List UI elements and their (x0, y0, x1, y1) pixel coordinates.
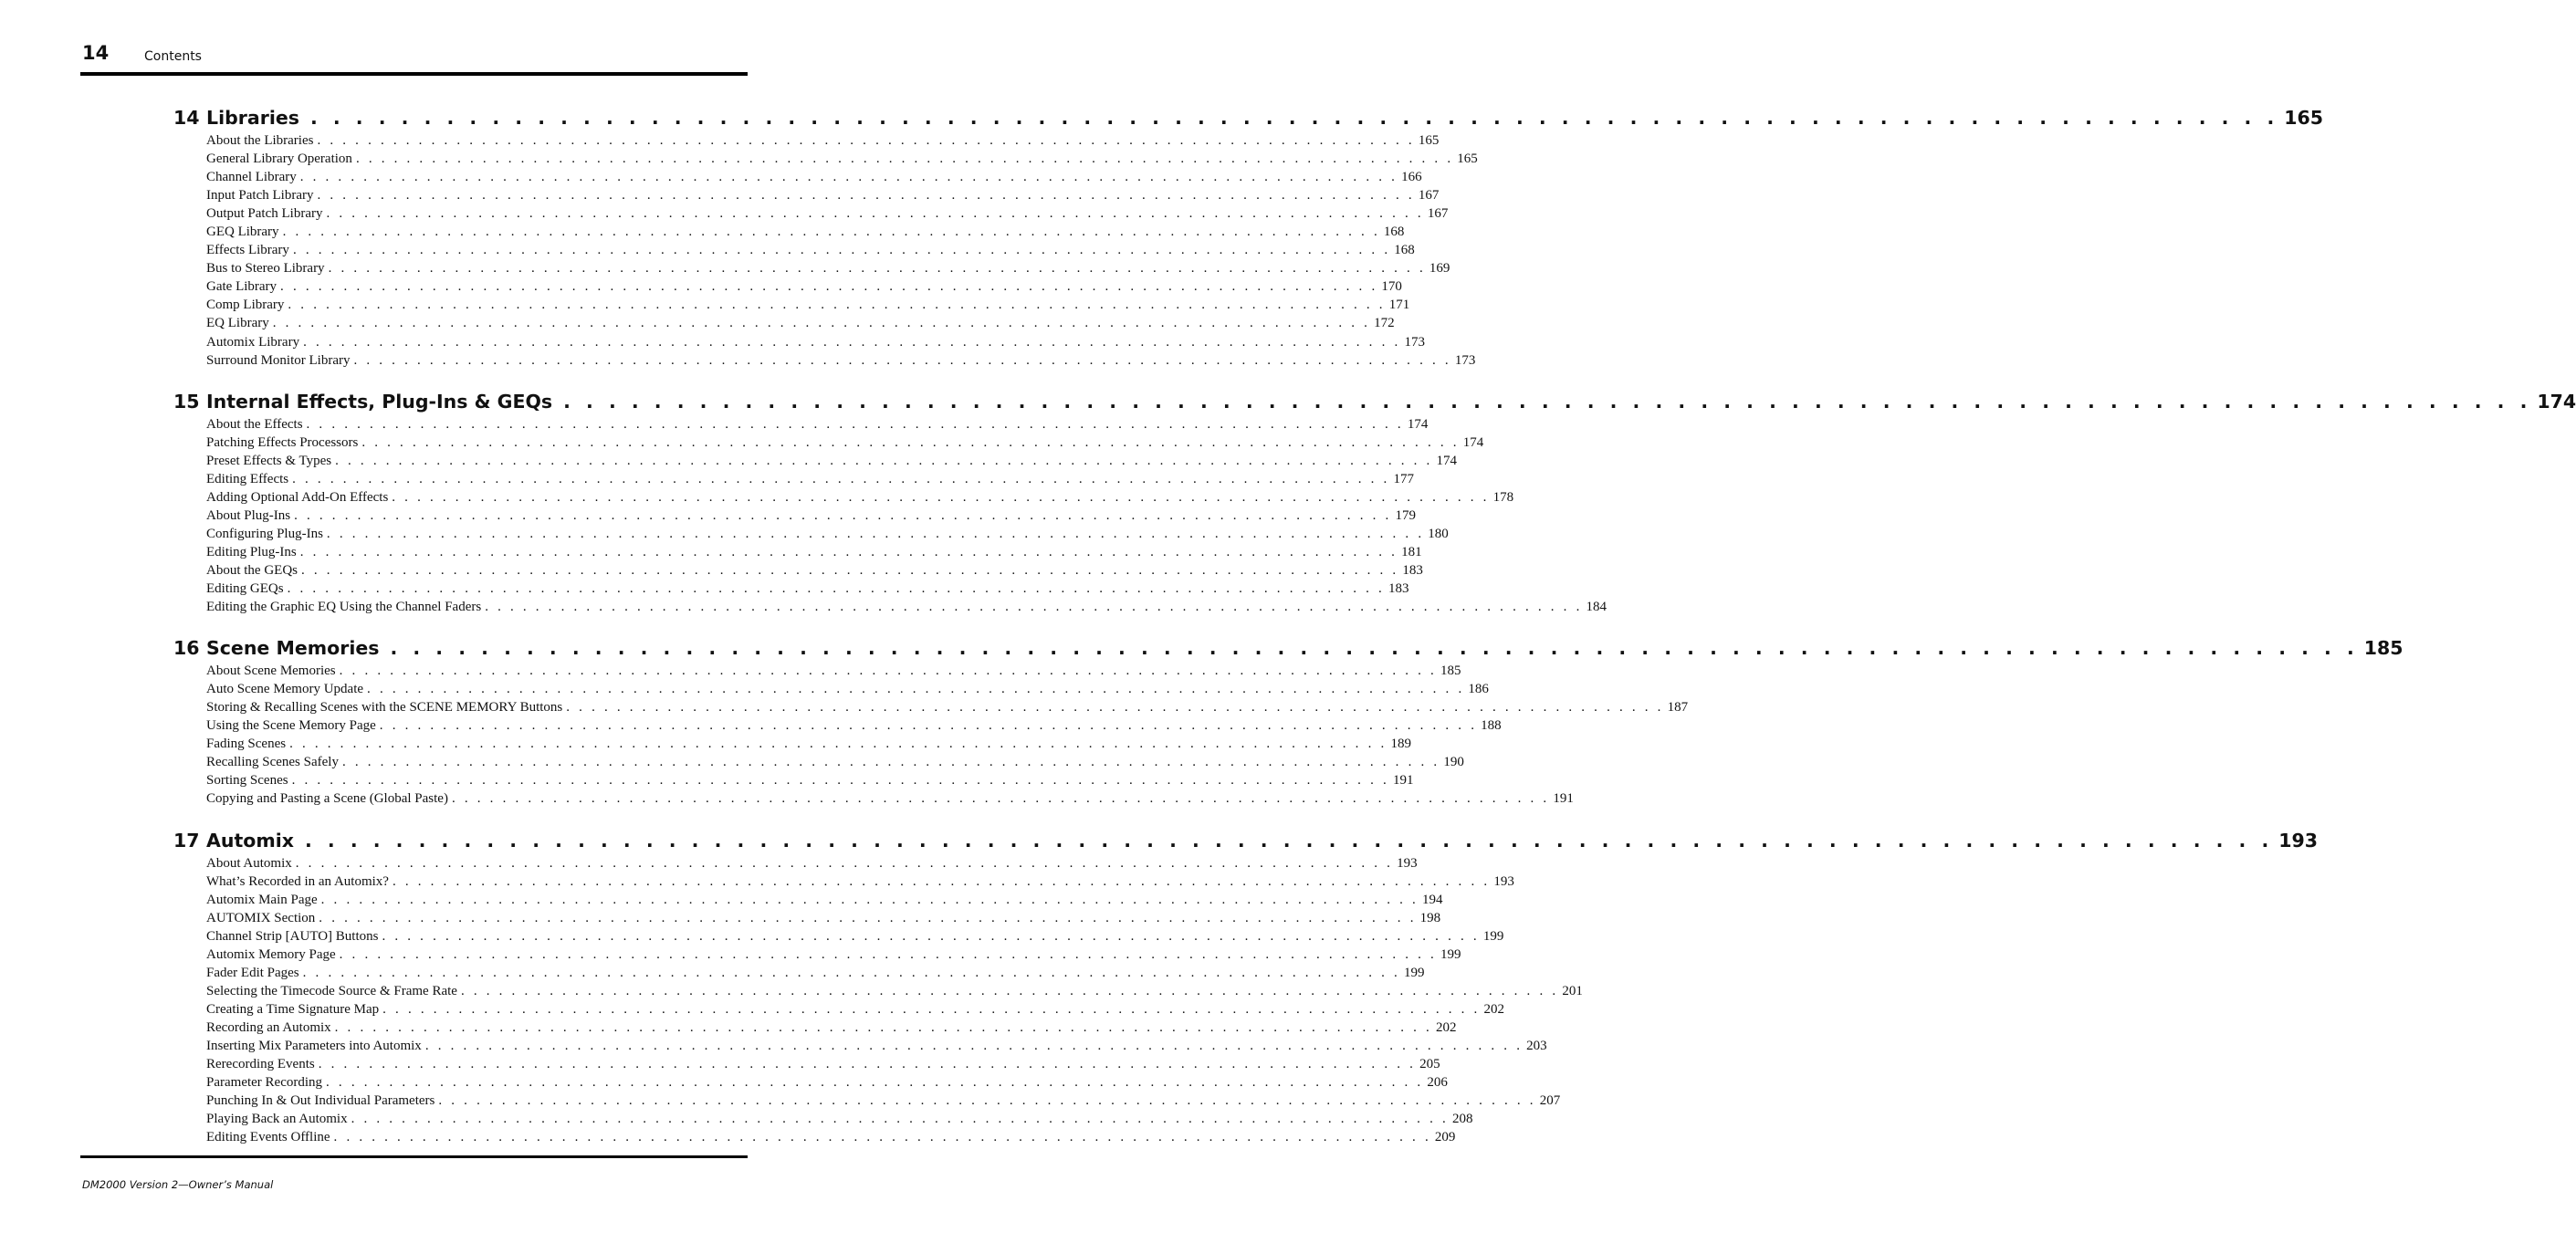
chapter-section (173, 104, 2324, 370)
chapter-page-number: 193 (2278, 829, 2319, 852)
footer-rule (80, 1155, 748, 1158)
entry-title: AUTOMIX Section (206, 910, 316, 925)
toc-entry[interactable] (206, 753, 1464, 771)
toc-entry[interactable] (206, 982, 1583, 1000)
entry-title: Playing Back an Automix (206, 1112, 348, 1127)
entry-page-number: 199 (1440, 946, 1461, 962)
entry-page-number: 185 (1440, 664, 1461, 679)
toc-entry[interactable] (206, 186, 1440, 204)
toc-entry[interactable] (206, 452, 1457, 470)
entry-page-number: 187 (1667, 700, 1689, 716)
dot-leader: . . . . . . . . . . . . . . . . . . . . . . . . . . . . . . . . . . . . . . . . . . . . . . . . . . . . . . . . . . . . . . . . . . . . . . . . . . . . . . . . . . . . . . . (438, 1093, 1536, 1109)
toc-entry[interactable] (206, 277, 1402, 296)
dot-leader: . . . . . . . . . . . . . . . . . . . . . . . . . . . . . . . . . . . . . . . . . . . . . . . . . . . . . . . . . . . . . . . . . . . . . . . . . . . . . . . . . . . . . . . (353, 352, 1451, 368)
toc-entry[interactable] (206, 1110, 1473, 1128)
entry-page-number: 173 (1404, 334, 1425, 350)
toc-entry[interactable] (206, 543, 1422, 561)
chapter-page-number: 185 (2363, 637, 2403, 660)
chapter-number: 14 (173, 107, 200, 129)
entry-page-number: 193 (1397, 855, 1418, 871)
toc-entry[interactable] (206, 131, 1440, 150)
entry-page-number: 207 (1539, 1093, 1561, 1109)
entry-page-number: 193 (1493, 873, 1514, 889)
chapter-gap (173, 370, 727, 388)
entry-page-number: 171 (1388, 298, 1410, 313)
dot-leader: . . . . . . . . . . . . . . . . . . . . . . . . . . . . . . . . . . . . . . . . . . . . . . . . . . . . . . . . . . . . . . . . . . . . . . . . . . . . . . . . . . . . . . . (390, 637, 2359, 660)
dot-leader: . . . . . . . . . . . . . . . . . . . . . . . . . . . . . . . . . . . . . . . . . . . . . . . . . . . . . . . . . . . . . . . . . . . . . . . . . . . . . . . . . . . . . . . (382, 928, 1480, 944)
entry-title: Parameter Recording (206, 1075, 323, 1091)
dot-leader: . . . . . . . . . . . . . . . . . . . . . . . . . . . . . . . . . . . . . . . . . . . . . . . . . . . . . . . . . . . . . . . . . . . . . . . . . . . . . . . . . . . . . . . (294, 507, 1392, 523)
chapter-number: 17 (173, 829, 200, 852)
section-name: Contents (144, 49, 202, 64)
dot-leader: . . . . . . . . . . . . . . . . . . . . . . . . . . . . . . . . . . . . . . . . . . . . . . . . . . . . . . . . . . . . . . . . . . . . . . . . . . . . . . . . . . . . . . . (333, 1130, 1431, 1145)
toc-entry[interactable] (206, 561, 1423, 580)
toc-entry[interactable] (206, 204, 1449, 223)
entry-title: What’s Recorded in an Automix? (206, 873, 389, 889)
dot-leader: . . . . . . . . . . . . . . . . . . . . . . . . . . . . . . . . . . . . . . . . . . . . . . . . . . . . . . . . . . . . . . . . . . . . . . . . . . . . . . . . . . . . . . . (339, 946, 1438, 962)
dot-leader: . . . . . . . . . . . . . . . . . . . . . . . . . . . . . . . . . . . . . . . . . . . . . . . . . . . . . . . . . . . . . . . . . . . . . . . . . . . . . . . . . . . . . . . (341, 755, 1440, 770)
entry-page-number: 191 (1392, 773, 1414, 789)
entry-title: Fader Edit Pages (206, 965, 299, 980)
entry-page-number: 179 (1395, 507, 1416, 523)
entry-page-number: 165 (1457, 152, 1478, 167)
entry-list (206, 854, 1583, 1147)
toc-entry[interactable] (206, 927, 1504, 946)
entry-title: Channel Library (206, 170, 297, 185)
entry-title: About the Effects (206, 416, 303, 432)
dot-leader: . . . . . . . . . . . . . . . . . . . . . . . . . . . . . . . . . . . . . . . . . . . . . . . . . . . . . . . . . . . . . . . . . . . . . . . . . . . . . . . . . . . . . . . (309, 107, 2279, 129)
chapter-heading[interactable] (173, 388, 2576, 415)
toc-entry[interactable] (206, 241, 1415, 259)
table-of-contents (173, 104, 2576, 1146)
entry-title: Editing Effects (206, 471, 289, 486)
entry-title: Automix Memory Page (206, 946, 336, 962)
dot-leader: . . . . . . . . . . . . . . . . . . . . . . . . . . . . . . . . . . . . . . . . . . . . . . . . . . . . . . . . . . . . . . . . . . . . . . . . . . . . . . . . . . . . . . . (287, 581, 1385, 597)
toc-entry[interactable] (206, 259, 1450, 277)
toc-entry[interactable] (206, 789, 1574, 808)
toc-entry[interactable] (206, 873, 1514, 891)
entry-title: Editing the Graphic EQ Using the Channel Faders (206, 600, 482, 615)
entry-title: Punching In & Out Individual Parameters (206, 1093, 435, 1109)
entry-page-number: 168 (1383, 225, 1405, 240)
toc-entry[interactable] (206, 662, 1461, 680)
toc-entry[interactable] (206, 150, 1478, 168)
dot-leader: . . . . . . . . . . . . . . . . . . . . . . . . . . . . . . . . . . . . . . . . . . . . . . . . . . . . . . . . . . . . . . . . . . . . . . . . . . . . . . . . . . . . . . . (303, 334, 1401, 350)
entry-page-number: 174 (1462, 434, 1484, 450)
chapter-title: Automix (206, 829, 294, 852)
entry-title: Surround Monitor Library (206, 352, 351, 368)
toc-entry[interactable] (206, 525, 1449, 543)
entry-title: Using the Scene Memory Page (206, 718, 376, 734)
entry-page-number: 167 (1427, 206, 1449, 222)
page-header (80, 42, 748, 69)
dot-leader: . . . . . . . . . . . . . . . . . . . . . . . . . . . . . . . . . . . . . . . . . . . . . . . . . . . . . . . . . . . . . . . . . . . . . . . . . . . . . . . . . . . . . . . (295, 855, 1394, 871)
entry-page-number: 202 (1436, 1019, 1457, 1035)
entry-page-number: 199 (1482, 928, 1504, 944)
chapter-section (173, 388, 2576, 617)
entry-page-number: 180 (1428, 526, 1449, 541)
entry-page-number: 178 (1492, 489, 1514, 505)
entry-page-number: 173 (1454, 352, 1476, 368)
entry-title: Channel Strip [AUTO] Buttons (206, 928, 379, 944)
entry-page-number: 186 (1468, 682, 1489, 697)
chapter-heading[interactable] (173, 827, 2319, 854)
dot-leader: . . . . . . . . . . . . . . . . . . . . . . . . . . . . . . . . . . . . . . . . . . . . . . . . . . . . . . . . . . . . . . . . . . . . . . . . . . . . . . . . . . . . . . . (304, 829, 2274, 852)
dot-leader: . . . . . . . . . . . . . . . . . . . . . . . . . . . . . . . . . . . . . . . . . . . . . . . . . . . . . . . . . . . . . . . . . . . . . . . . . . . . . . . . . . . . . . . (326, 206, 1424, 222)
entry-title: Editing Events Offline (206, 1130, 330, 1145)
chapter-page-number: 165 (2284, 107, 2324, 129)
dot-leader: . . . . . . . . . . . . . . . . . . . . . . . . . . . . . . . . . . . . . . . . . . . . . . . . . . . . . . . . . . . . . . . . . . . . . . . . . . . . . . . . . . . . . . . (280, 279, 1378, 295)
header-rule (80, 72, 748, 76)
entry-page-number: 206 (1427, 1075, 1448, 1091)
entry-page-number: 183 (1402, 562, 1423, 578)
entry-page-number: 190 (1443, 755, 1464, 770)
dot-leader: . . . . . . . . . . . . . . . . . . . . . . . . . . . . . . . . . . . . . . . . . . . . . . . . . . . . . . . . . . . . . . . . . . . . . . . . . . . . . . . . . . . . . . . (289, 737, 1387, 752)
entry-title: Adding Optional Add-On Effects (206, 489, 389, 505)
entry-title: About the GEQs (206, 562, 298, 578)
dot-leader: . . . . . . . . . . . . . . . . . . . . . . . . . . . . . . . . . . . . . . . . . . . . . . . . . . . . . . . . . . . . . . . . . . . . . . . . . . . . . . . . . . . . . . . (291, 773, 1389, 789)
toc-entry[interactable] (206, 507, 1416, 525)
entry-title: Automix Library (206, 334, 300, 350)
entry-title: Editing Plug-Ins (206, 544, 297, 559)
entry-page-number: 167 (1418, 188, 1440, 204)
entry-title: Recording an Automix (206, 1019, 331, 1035)
toc-entry[interactable] (206, 771, 1414, 789)
entry-page-number: 184 (1586, 600, 1607, 615)
entry-title: Input Patch Library (206, 188, 314, 204)
entry-title: Output Patch Library (206, 206, 323, 222)
entry-title: General Library Operation (206, 152, 352, 167)
entry-title: Patching Effects Processors (206, 434, 359, 450)
entry-page-number: 208 (1451, 1112, 1473, 1127)
chapter-number: 16 (173, 637, 200, 660)
entry-page-number: 188 (1481, 718, 1502, 734)
entry-title: Inserting Mix Parameters into Automix (206, 1038, 422, 1053)
chapter-title: Libraries (206, 107, 299, 129)
chapter-heading[interactable] (173, 104, 2324, 131)
entry-list (206, 131, 1478, 370)
entry-title: About the Libraries (206, 133, 314, 148)
entry-page-number: 174 (1407, 416, 1429, 432)
toc-entry[interactable] (206, 488, 1514, 507)
dot-leader: . . . . . . . . . . . . . . . . . . . . . . . . . . . . . . . . . . . . . . . . . . . . . . . . . . . . . . . . . . . . . . . . . . . . . . . . . . . . . . . . . . . . . . . (320, 892, 1419, 907)
dot-leader: . . . . . . . . . . . . . . . . . . . . . . . . . . . . . . . . . . . . . . . . . . . . . . . . . . . . . . . . . . . . . . . . . . . . . . . . . . . . . . . . . . . . . . . (566, 700, 1664, 716)
toc-entry[interactable] (206, 1000, 1505, 1019)
dot-leader: . . . . . . . . . . . . . . . . . . . . . . . . . . . . . . . . . . . . . . . . . . . . . . . . . . . . . . . . . . . . . . . . . . . . . . . . . . . . . . . . . . . . . . . (351, 1112, 1449, 1127)
toc-entry[interactable] (206, 946, 1461, 964)
dot-leader: . . . . . . . . . . . . . . . . . . . . . . . . . . . . . . . . . . . . . . . . . . . . . . . . . . . . . . . . . . . . . . . . . . . . . . . . . . . . . . . . . . . . . . . (318, 1057, 1417, 1072)
dot-leader: . . . . . . . . . . . . . . . . . . . . . . . . . . . . . . . . . . . . . . . . . . . . . . . . . . . . . . . . . . . . . . . . . . . . . . . . . . . . . . . . . . . . . . . (335, 453, 1433, 468)
toc-entry[interactable] (206, 314, 1395, 332)
toc-entry[interactable] (206, 168, 1422, 186)
dot-leader: . . . . . . . . . . . . . . . . . . . . . . . . . . . . . . . . . . . . . . . . . . . . . . . . . . . . . . . . . . . . . . . . . . . . . . . . . . . . . . . . . . . . . . . (361, 434, 1460, 450)
entry-title: Preset Effects & Types (206, 453, 332, 468)
entry-list (206, 415, 1607, 617)
dot-leader: . . . . . . . . . . . . . . . . . . . . . . . . . . . . . . . . . . . . . . . . . . . . . . . . . . . . . . . . . . . . . . . . . . . . . . . . . . . . . . . . . . . . . . . (301, 562, 1399, 578)
entry-page-number: 177 (1393, 471, 1414, 486)
toc-entry[interactable] (206, 1055, 1440, 1073)
toc-entry[interactable] (206, 698, 1689, 716)
chapter-section (173, 634, 2403, 808)
entry-page-number: 191 (1553, 791, 1574, 807)
entry-page-number: 170 (1381, 279, 1402, 295)
toc-entry[interactable] (206, 680, 1489, 698)
toc-entry[interactable] (206, 1073, 1448, 1092)
dot-leader: . . . . . . . . . . . . . . . . . . . . . . . . . . . . . . . . . . . . . . . . . . . . . . . . . . . . . . . . . . . . . . . . . . . . . . . . . . . . . . . . . . . . . . . (392, 489, 1490, 505)
toc-entry[interactable] (206, 434, 1484, 452)
dot-leader: . . . . . . . . . . . . . . . . . . . . . . . . . . . . . . . . . . . . . . . . . . . . . . . . . . . . . . . . . . . . . . . . . . . . . . . . . . . . . . . . . . . . . . . (326, 1075, 1424, 1091)
dot-leader: . . . . . . . . . . . . . . . . . . . . . . . . . . . . . . . . . . . . . . . . . . . . . . . . . . . . . . . . . . . . . . . . . . . . . . . . . . . . . . . . . . . . . . . (424, 1038, 1524, 1053)
toc-entry[interactable] (206, 964, 1425, 982)
dot-leader: . . . . . . . . . . . . . . . . . . . . . . . . . . . . . . . . . . . . . . . . . . . . . . . . . . . . . . . . . . . . . . . . . . . . . . . . . . . . . . . . . . . . . . . (451, 791, 1550, 807)
entry-page-number: 168 (1394, 243, 1415, 258)
toc-entry[interactable] (206, 598, 1607, 616)
dot-leader: . . . . . . . . . . . . . . . . . . . . . . . . . . . . . . . . . . . . . . . . . . . . . . . . . . . . . . . . . . . . . . . . . . . . . . . . . . . . . . . . . . . . . . . (292, 243, 1391, 258)
entry-page-number: 189 (1390, 737, 1411, 752)
entry-title: Selecting the Timecode Source & Frame Rate (206, 983, 457, 998)
dot-leader: . . . . . . . . . . . . . . . . . . . . . . . . . . . . . . . . . . . . . . . . . . . . . . . . . . . . . . . . . . . . . . . . . . . . . . . . . . . . . . . . . . . . . . . (485, 600, 1583, 615)
entry-title: EQ Library (206, 316, 269, 331)
entry-page-number: 201 (1562, 983, 1583, 998)
toc-entry[interactable] (206, 735, 1411, 753)
entry-page-number: 165 (1418, 133, 1440, 148)
dot-leader: . . . . . . . . . . . . . . . . . . . . . . . . . . . . . . . . . . . . . . . . . . . . . . . . . . . . . . . . . . . . . . . . . . . . . . . . . . . . . . . . . . . . . . . (319, 910, 1417, 925)
toc-entry[interactable] (206, 1019, 1457, 1037)
dot-leader: . . . . . . . . . . . . . . . . . . . . . . . . . . . . . . . . . . . . . . . . . . . . . . . . . . . . . . . . . . . . . . . . . . . . . . . . . . . . . . . . . . . . . . . (367, 682, 1465, 697)
dot-leader: . . . . . . . . . . . . . . . . . . . . . . . . . . . . . . . . . . . . . . . . . . . . . . . . . . . . . . . . . . . . . . . . . . . . . . . . . . . . . . . . . . . . . . . (563, 390, 2532, 413)
footer-text: DM2000 Version 2—Owner’s Manual (82, 1178, 274, 1191)
entry-title: About Automix (206, 855, 292, 871)
entry-title: Copying and Pasting a Scene (Global Paste) (206, 791, 448, 807)
toc-entry[interactable] (206, 223, 1405, 241)
dot-leader: . . . . . . . . . . . . . . . . . . . . . . . . . . . . . . . . . . . . . . . . . . . . . . . . . . . . . . . . . . . . . . . . . . . . . . . . . . . . . . . . . . . . . . . (328, 261, 1426, 277)
toc-entry[interactable] (206, 716, 1502, 735)
toc-entry[interactable] (206, 415, 1429, 434)
entry-page-number: 209 (1434, 1130, 1456, 1145)
dot-leader: . . . . . . . . . . . . . . . . . . . . . . . . . . . . . . . . . . . . . . . . . . . . . . . . . . . . . . . . . . . . . . . . . . . . . . . . . . . . . . . . . . . . . . . (460, 983, 1559, 998)
toc-entry[interactable] (206, 854, 1418, 873)
dot-leader: . . . . . . . . . . . . . . . . . . . . . . . . . . . . . . . . . . . . . . . . . . . . . . . . . . . . . . . . . . . . . . . . . . . . . . . . . . . . . . . . . . . . . . . (299, 544, 1398, 559)
dot-leader: . . . . . . . . . . . . . . . . . . . . . . . . . . . . . . . . . . . . . . . . . . . . . . . . . . . . . . . . . . . . . . . . . . . . . . . . . . . . . . . . . . . . . . . (382, 1001, 1481, 1017)
dot-leader: . . . . . . . . . . . . . . . . . . . . . . . . . . . . . . . . . . . . . . . . . . . . . . . . . . . . . . . . . . . . . . . . . . . . . . . . . . . . . . . . . . . . . . . (334, 1019, 1433, 1035)
page-number: 14 (82, 42, 110, 64)
entry-page-number: 199 (1404, 965, 1425, 980)
entry-title: GEQ Library (206, 225, 279, 240)
entry-title: Configuring Plug-Ins (206, 526, 323, 541)
toc-entry[interactable] (206, 333, 1425, 351)
entry-title: Comp Library (206, 298, 285, 313)
dot-leader: . . . . . . . . . . . . . . . . . . . . . . . . . . . . . . . . . . . . . . . . . . . . . . . . . . . . . . . . . . . . . . . . . . . . . . . . . . . . . . . . . . . . . . . (282, 225, 1380, 240)
entry-page-number: 205 (1419, 1057, 1440, 1072)
dot-leader: . . . . . . . . . . . . . . . . . . . . . . . . . . . . . . . . . . . . . . . . . . . . . . . . . . . . . . . . . . . . . . . . . . . . . . . . . . . . . . . . . . . . . . . (339, 664, 1437, 679)
entry-page-number: 174 (1436, 453, 1457, 468)
entry-title: Recalling Scenes Safely (206, 755, 339, 770)
entry-title: Storing & Recalling Scenes with the SCENE MEMORY Buttons (206, 700, 563, 716)
toc-entry[interactable] (206, 351, 1476, 370)
dot-leader: . . . . . . . . . . . . . . . . . . . . . . . . . . . . . . . . . . . . . . . . . . . . . . . . . . . . . . . . . . . . . . . . . . . . . . . . . . . . . . . . . . . . . . . (292, 471, 1390, 486)
entry-page-number: 198 (1419, 910, 1441, 925)
dot-leader: . . . . . . . . . . . . . . . . . . . . . . . . . . . . . . . . . . . . . . . . . . . . . . . . . . . . . . . . . . . . . . . . . . . . . . . . . . . . . . . . . . . . . . . (392, 873, 1491, 889)
chapter-heading[interactable] (173, 634, 2403, 662)
chapter-title: Scene Memories (206, 637, 380, 660)
entry-title: Automix Main Page (206, 892, 318, 907)
dot-leader: . . . . . . . . . . . . . . . . . . . . . . . . . . . . . . . . . . . . . . . . . . . . . . . . . . . . . . . . . . . . . . . . . . . . . . . . . . . . . . . . . . . . . . . (379, 718, 1478, 734)
dot-leader: . . . . . . . . . . . . . . . . . . . . . . . . . . . . . . . . . . . . . . . . . . . . . . . . . . . . . . . . . . . . . . . . . . . . . . . . . . . . . . . . . . . . . . . (326, 526, 1425, 541)
entry-page-number: 166 (1401, 170, 1422, 185)
chapter-title: Internal Effects, Plug-Ins & GEQs (206, 390, 553, 413)
entry-title: About Scene Memories (206, 664, 336, 679)
dot-leader: . . . . . . . . . . . . . . . . . . . . . . . . . . . . . . . . . . . . . . . . . . . . . . . . . . . . . . . . . . . . . . . . . . . . . . . . . . . . . . . . . . . . . . . (355, 152, 1454, 167)
dot-leader: . . . . . . . . . . . . . . . . . . . . . . . . . . . . . . . . . . . . . . . . . . . . . . . . . . . . . . . . . . . . . . . . . . . . . . . . . . . . . . . . . . . . . . . (302, 965, 1401, 980)
entry-page-number: 202 (1483, 1001, 1505, 1017)
entry-page-number: 169 (1429, 261, 1450, 277)
entry-title: About Plug-Ins (206, 507, 291, 523)
chapter-gap (173, 616, 727, 634)
toc-entry[interactable] (206, 296, 1410, 314)
toc-entry[interactable] (206, 580, 1409, 598)
entry-title: Bus to Stereo Library (206, 261, 325, 277)
entry-title: Editing GEQs (206, 581, 284, 597)
toc-entry[interactable] (206, 891, 1443, 909)
dot-leader: . . . . . . . . . . . . . . . . . . . . . . . . . . . . . . . . . . . . . . . . . . . . . . . . . . . . . . . . . . . . . . . . . . . . . . . . . . . . . . . . . . . . . . . (299, 170, 1398, 185)
entry-page-number: 194 (1422, 892, 1443, 907)
entry-title: Creating a Time Signature Map (206, 1001, 380, 1017)
entry-page-number: 181 (1401, 544, 1422, 559)
toc-entry[interactable] (206, 909, 1441, 927)
chapter-number: 15 (173, 390, 200, 413)
chapter-section (173, 827, 2319, 1147)
entry-title: Rerecording Events (206, 1057, 315, 1072)
entry-page-number: 172 (1374, 316, 1395, 331)
dot-leader: . . . . . . . . . . . . . . . . . . . . . . . . . . . . . . . . . . . . . . . . . . . . . . . . . . . . . . . . . . . . . . . . . . . . . . . . . . . . . . . . . . . . . . . (272, 316, 1371, 331)
chapter-gap (173, 809, 727, 827)
toc-entry[interactable] (206, 1037, 1547, 1055)
dot-leader: . . . . . . . . . . . . . . . . . . . . . . . . . . . . . . . . . . . . . . . . . . . . . . . . . . . . . . . . . . . . . . . . . . . . . . . . . . . . . . . . . . . . . . . (317, 133, 1415, 148)
entry-title: Sorting Scenes (206, 773, 288, 789)
entry-title: Gate Library (206, 279, 277, 295)
entry-page-number: 183 (1387, 581, 1409, 597)
entry-list (206, 662, 1689, 808)
chapter-page-number: 174 (2537, 390, 2576, 413)
entry-title: Effects Library (206, 243, 289, 258)
dot-leader: . . . . . . . . . . . . . . . . . . . . . . . . . . . . . . . . . . . . . . . . . . . . . . . . . . . . . . . . . . . . . . . . . . . . . . . . . . . . . . . . . . . . . . . (306, 416, 1404, 432)
toc-entry[interactable] (206, 1128, 1456, 1146)
dot-leader: . . . . . . . . . . . . . . . . . . . . . . . . . . . . . . . . . . . . . . . . . . . . . . . . . . . . . . . . . . . . . . . . . . . . . . . . . . . . . . . . . . . . . . . (317, 188, 1415, 204)
dot-leader: . . . . . . . . . . . . . . . . . . . . . . . . . . . . . . . . . . . . . . . . . . . . . . . . . . . . . . . . . . . . . . . . . . . . . . . . . . . . . . . . . . . . . . . (288, 298, 1386, 313)
toc-entry[interactable] (206, 1092, 1561, 1110)
entry-title: Auto Scene Memory Update (206, 682, 364, 697)
entry-title: Fading Scenes (206, 737, 287, 752)
toc-entry[interactable] (206, 470, 1414, 488)
entry-page-number: 203 (1526, 1038, 1547, 1053)
